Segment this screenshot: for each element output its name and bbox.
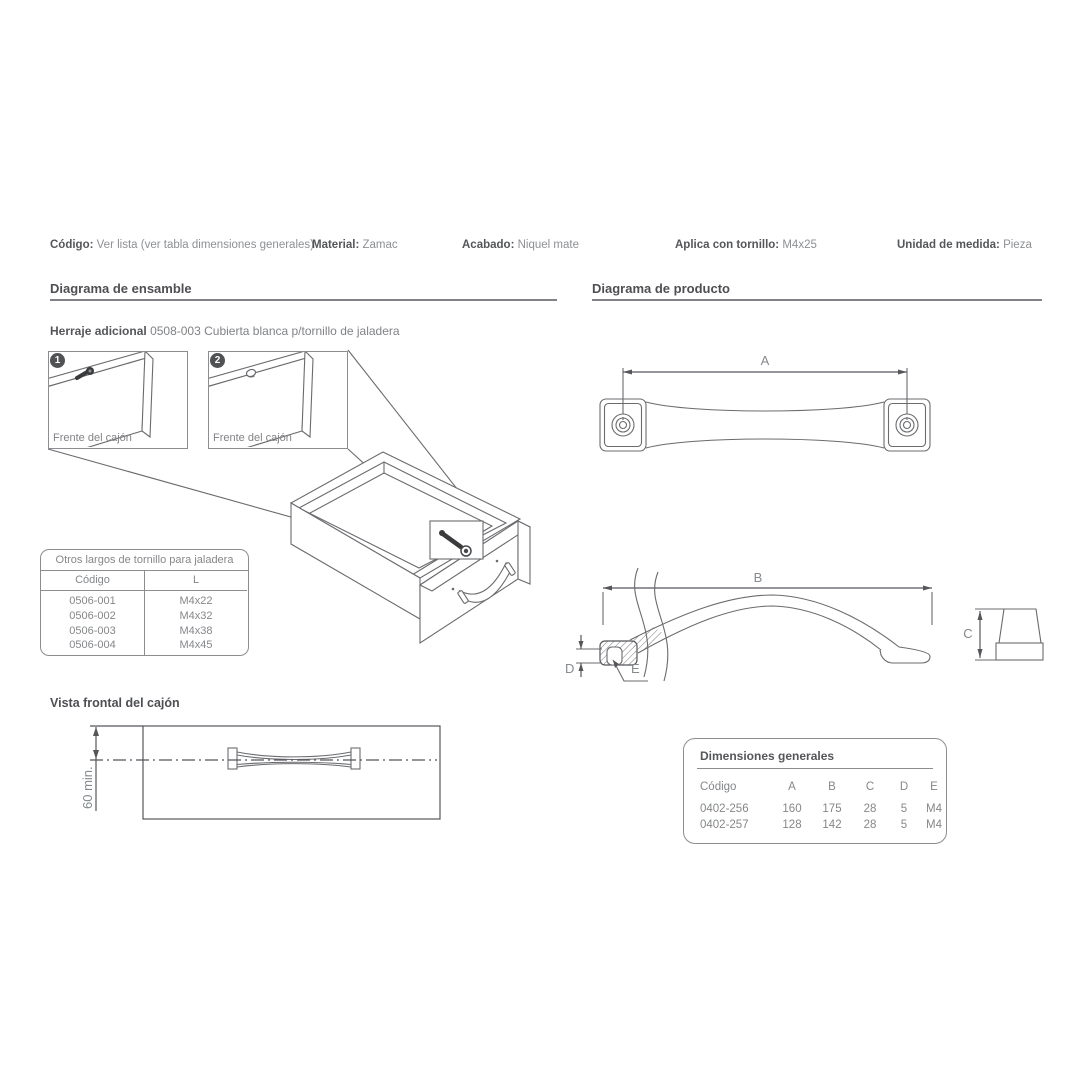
panel-caption: Frente del cajón xyxy=(53,432,132,444)
column-header: L xyxy=(145,571,247,591)
table-cell: 142 xyxy=(822,819,842,831)
field-label: Material: xyxy=(312,239,360,251)
product-view-front xyxy=(580,348,950,460)
table-cell: 175 xyxy=(822,803,842,815)
field-label: Aplica con tornillo: xyxy=(675,239,780,251)
section-rule xyxy=(50,299,557,301)
table-cell: 128 xyxy=(782,819,802,831)
panel-step-2 xyxy=(208,351,348,449)
table-cell: M4 xyxy=(926,803,942,815)
table-cell: 0402-257 xyxy=(700,819,749,831)
column-header: C xyxy=(865,781,875,793)
screw-lengths-table xyxy=(40,549,249,656)
min-height-label: 60 min. xyxy=(80,766,95,809)
table-cell: M4x22 xyxy=(179,595,213,607)
column-header: Código xyxy=(700,781,737,793)
header-field-unidad xyxy=(897,238,1032,253)
drawer-drawing xyxy=(291,452,530,643)
table-cell: M4x38 xyxy=(179,624,213,637)
table-cell: 5 xyxy=(900,819,908,831)
section-title-ensamble: Diagrama de ensamble xyxy=(50,281,192,296)
handle-profile xyxy=(600,568,930,681)
header-field-acabado xyxy=(462,238,579,253)
table-cell: 0506-003 xyxy=(69,624,116,637)
column-codigo xyxy=(41,571,144,656)
section-title-producto: Diagrama de producto xyxy=(592,281,730,296)
dimension-a xyxy=(623,353,907,425)
table-cell: 0506-004 xyxy=(69,639,116,652)
mount-circles xyxy=(612,414,918,436)
table-title: Otros largos de tornillo para jaladera xyxy=(41,550,248,571)
table-cell: 0506-001 xyxy=(69,595,116,607)
dimensions-table xyxy=(683,738,947,844)
field-value: Niquel mate xyxy=(517,239,579,251)
screw-hole-dot xyxy=(496,560,499,563)
field-value: M4x25 xyxy=(782,239,817,251)
dimension-d xyxy=(565,635,602,677)
section-rule xyxy=(592,299,1042,301)
product-view-side xyxy=(560,555,1065,695)
table-cell: 5 xyxy=(900,803,908,815)
table-cell: 28 xyxy=(863,819,877,831)
column-header: A xyxy=(788,781,796,793)
handle-body xyxy=(600,399,930,451)
front-view-drawing xyxy=(50,715,470,830)
herraje-label: Herraje adicional xyxy=(50,324,147,338)
dim-c-label: C xyxy=(963,626,973,641)
vista-frontal-heading: Vista frontal del cajón xyxy=(50,696,180,710)
screw-hole-dot xyxy=(452,588,455,591)
end-view xyxy=(963,609,1043,660)
panel-caption: Frente del cajón xyxy=(213,432,292,444)
column-header: E xyxy=(930,781,938,793)
table-cell: M4 xyxy=(926,819,942,831)
field-value: Zamac xyxy=(362,239,398,251)
dim-d-label: D xyxy=(565,661,575,676)
field-value: Pieza xyxy=(1003,239,1032,251)
field-label: Unidad de medida: xyxy=(897,239,1000,251)
inset-detail-box xyxy=(430,521,483,559)
table-cell: M4x45 xyxy=(179,639,213,652)
panel-step-1 xyxy=(48,351,188,449)
column-header: D xyxy=(899,781,909,793)
handle-front-view xyxy=(228,748,360,769)
dimension-b xyxy=(603,570,932,625)
dim-e-label: E xyxy=(631,661,640,676)
column-header: B xyxy=(828,781,836,793)
herraje-value: 0508-003 Cubierta blanca p/tornillo de jaladera xyxy=(150,324,400,338)
table-cell: M4x32 xyxy=(179,609,213,622)
header-field-tornillo xyxy=(675,238,817,253)
dim-b-label: B xyxy=(753,570,763,585)
field-value: Ver lista (ver tabla dimensiones generales) xyxy=(96,239,314,251)
header-field-codigo xyxy=(50,238,327,253)
table-cell: 0506-002 xyxy=(69,609,116,622)
height-dimension xyxy=(80,727,99,811)
handle-foot xyxy=(880,647,930,663)
column-largo xyxy=(144,571,247,656)
field-label: Código: xyxy=(50,239,94,251)
table-cell: 28 xyxy=(863,803,877,815)
field-label: Acabado: xyxy=(462,239,515,251)
table-cell: 160 xyxy=(782,803,802,815)
column-header: Código xyxy=(41,571,144,591)
table-title: Dimensiones generales xyxy=(700,749,835,763)
header-field-material xyxy=(312,238,398,253)
step-badge: 2 xyxy=(210,353,225,368)
dim-a-label: A xyxy=(760,353,770,368)
step-badge: 1 xyxy=(50,353,65,368)
table-cell: 0402-256 xyxy=(700,803,749,815)
